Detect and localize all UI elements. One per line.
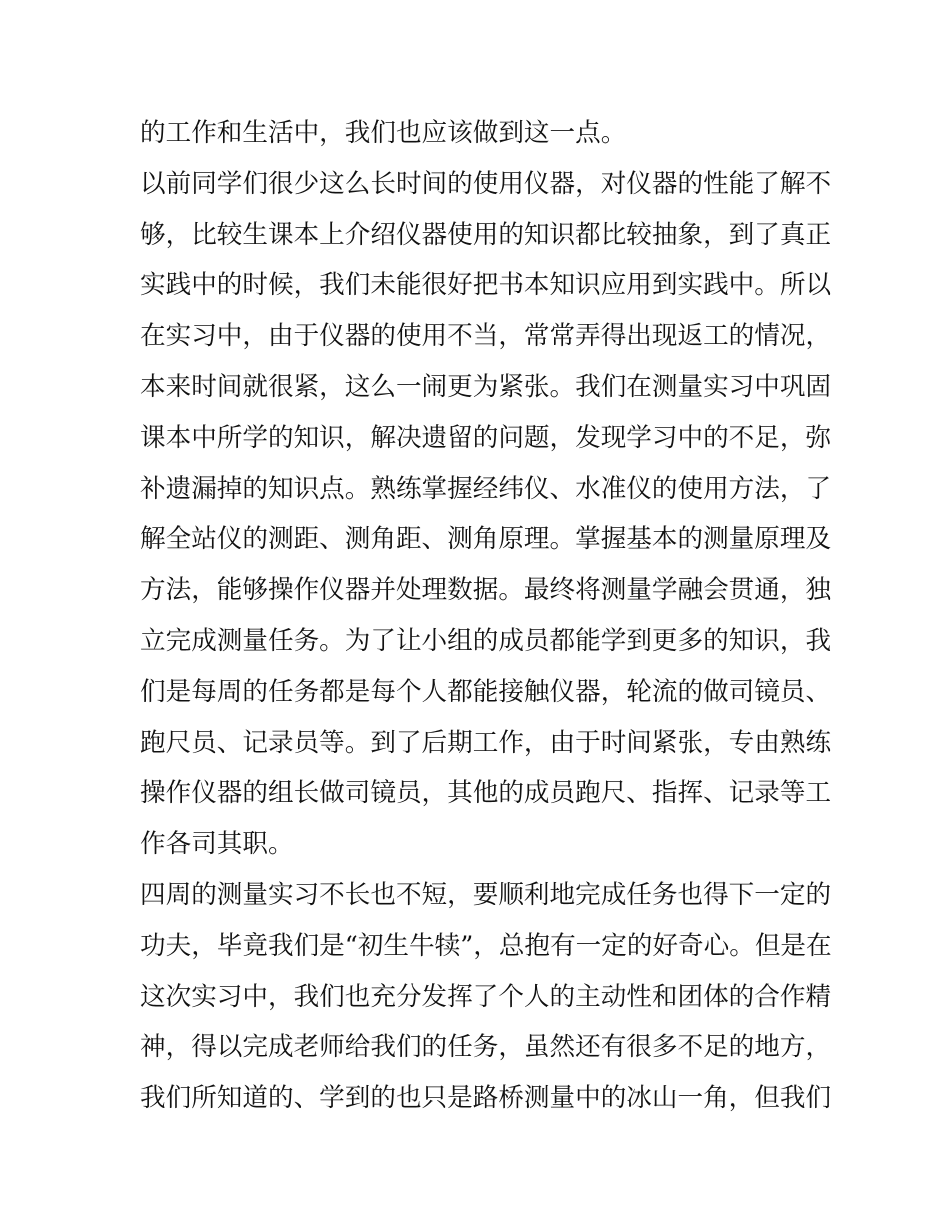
text-line: 在实习中，由于仪器的使用不当，常常弄得出现返工的情况， bbox=[140, 321, 832, 352]
text-line: 这次实习中，我们也充分发挥了个人的主动性和团体的合作精 bbox=[140, 981, 832, 1012]
text-line: 实践中的时候，我们未能很好把书本知识应用到实践中。所以 bbox=[140, 270, 832, 301]
text-line: 我们所知道的、学到的也只是路桥测量中的冰山一角，但我们 bbox=[140, 1083, 832, 1114]
text-line: 解全站仪的测距、测角距、测角原理。掌握基本的测量原理及 bbox=[140, 524, 832, 555]
text-line: 作各司其职。 bbox=[140, 829, 294, 860]
text-line: 课本中所学的知识，解决遗留的问题，发现学习中的不足，弥 bbox=[140, 422, 832, 453]
text-line: 四周的测量实习不长也不短，要顺利地完成任务也得下一定的 bbox=[140, 879, 832, 910]
text-line: 跑尺员、记录员等。到了后期工作，由于时间紧张，专由熟练 bbox=[140, 727, 832, 758]
text-line: 补遗漏掉的知识点。熟练掌握经纬仪、水准仪的使用方法，了 bbox=[140, 473, 832, 504]
text-line: 以前同学们很少这么长时间的使用仪器，对仪器的性能了解不 bbox=[140, 168, 832, 199]
text-line: 功夫，毕竟我们是“初生牛犊”，总抱有一定的好奇心。但是在 bbox=[140, 930, 832, 961]
text-line: 本来时间就很紧，这么一闹更为紧张。我们在测量实习中巩固 bbox=[140, 371, 832, 402]
text-line: 够，比较生课本上介绍仪器使用的知识都比较抽象，到了真正 bbox=[140, 219, 832, 250]
text-line: 操作仪器的组长做司镜员，其他的成员跑尺、指挥、记录等工 bbox=[140, 778, 832, 809]
text-line: 神，得以完成老师给我们的任务，虽然还有很多不足的地方， bbox=[140, 1032, 832, 1063]
text-line: 的工作和生活中，我们也应该做到这一点。 bbox=[140, 118, 627, 148]
body-text bbox=[140, 108, 832, 1124]
text-line: 方法，能够操作仪器并处理数据。最终将测量学融会贯通，独 bbox=[140, 575, 832, 606]
text-line: 立完成测量任务。为了让小组的成员都能学到更多的知识，我 bbox=[140, 625, 832, 656]
text-line: 们是每周的任务都是每个人都能接触仪器，轮流的做司镜员、 bbox=[140, 676, 832, 707]
